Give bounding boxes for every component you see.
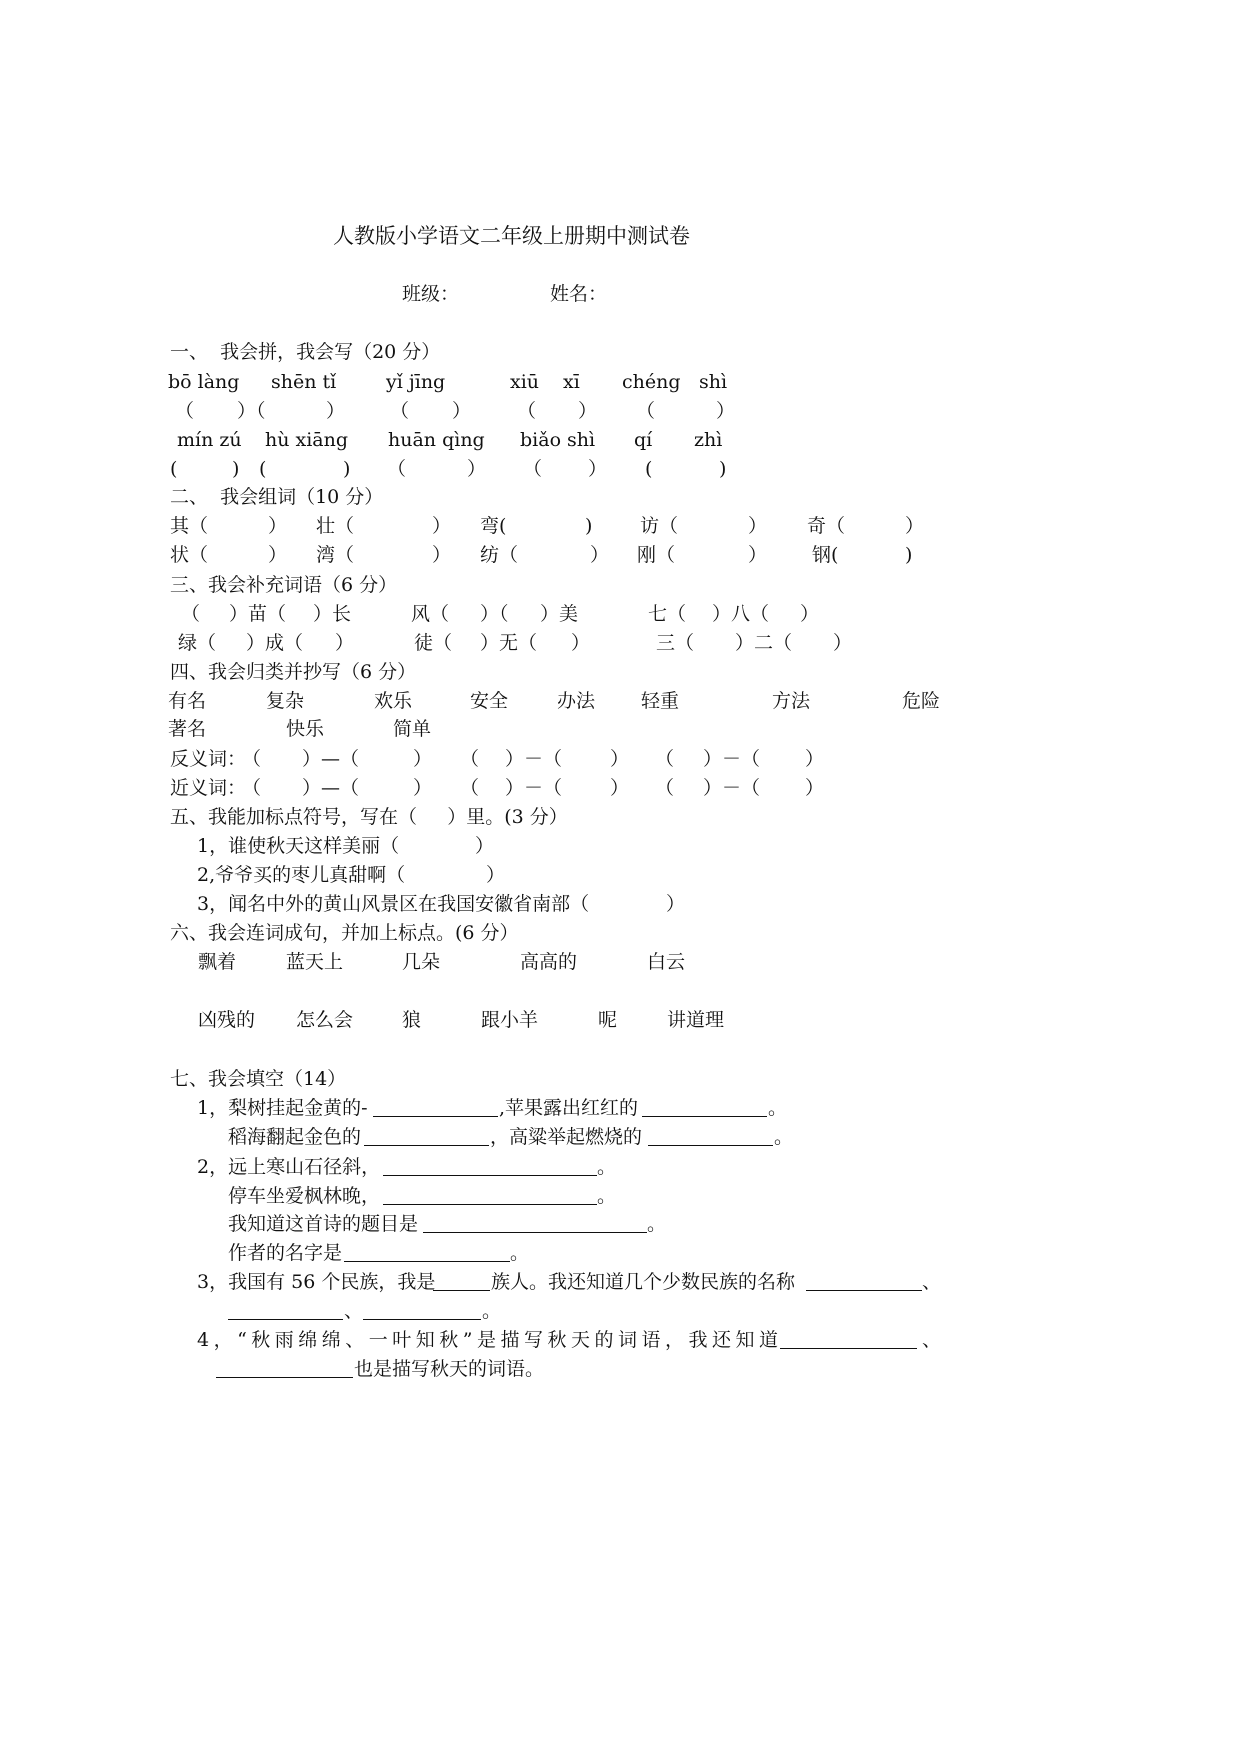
synonym-label: 近义词： <box>170 777 247 799</box>
idiom-part: ）二（ <box>735 632 793 654</box>
idiom-part: 七（ <box>648 603 687 625</box>
answer-paren: ) <box>232 458 240 480</box>
word-tile: 蓝天上 <box>286 951 344 973</box>
fill-blank[interactable] <box>373 1116 498 1117</box>
answer-paren: ） <box>716 400 736 422</box>
punctuation-question: 1，谁使秋天这样美丽（ <box>197 835 400 857</box>
pair-part: ） <box>413 748 433 770</box>
idiom-part: ） <box>335 632 355 654</box>
pair-part: ） <box>610 748 630 770</box>
fill-text: 我知道这首诗的题目是 <box>228 1213 419 1235</box>
pair-part: ） <box>805 777 825 799</box>
answer-paren: ) <box>343 458 351 480</box>
word-bank-item: 有名 <box>168 690 207 712</box>
pair-part: （ <box>655 777 675 799</box>
antonym-label: 反义词： <box>170 748 247 770</box>
fill-text: 也是描写秋天的词语。 <box>354 1358 545 1380</box>
word-bank-item: 方法 <box>772 690 811 712</box>
fill-blank[interactable] <box>383 1175 597 1176</box>
punctuation-paren: ） <box>666 893 686 915</box>
word-prompt: 刚（ <box>637 544 676 566</box>
answer-paren: （ <box>636 400 656 422</box>
word-tile: 跟小羊 <box>481 1009 539 1031</box>
word-prompt: ） <box>590 544 610 566</box>
fill-blank[interactable] <box>228 1319 343 1320</box>
word-bank-item: 快乐 <box>286 718 325 740</box>
idiom-part: ）苗（ <box>229 603 287 625</box>
pinyin-item: xī <box>563 371 580 393</box>
pair-part: ）－（ <box>505 777 563 799</box>
idiom-part: ） <box>800 603 820 625</box>
idiom-part: ）长 <box>313 603 352 625</box>
fill-text: 、 <box>922 1271 942 1293</box>
answer-paren: （ <box>523 458 543 480</box>
word-prompt: 壮（ <box>316 515 355 537</box>
pair-part: （ <box>655 748 675 770</box>
word-tile: 飘着 <box>198 951 237 973</box>
idiom-part: ）（ <box>480 603 509 625</box>
fill-text: 。 <box>647 1213 667 1235</box>
pinyin-item: shēn tǐ <box>271 371 337 393</box>
fill-blank[interactable] <box>806 1290 922 1291</box>
word-tile: 高高的 <box>520 951 578 973</box>
answer-paren: ）（ <box>237 400 266 422</box>
word-prompt: ） <box>268 544 288 566</box>
idiom-part: 风（ <box>411 603 450 625</box>
fill-blank[interactable] <box>383 1204 597 1205</box>
idiom-part: ）无（ <box>480 632 538 654</box>
fill-text: 作者的名字是 <box>228 1242 343 1264</box>
pair-part: （ <box>460 748 480 770</box>
fill-text: 。 <box>774 1126 794 1148</box>
section-5-heading: 五、我能加标点符号，写在（ ）里。(3 分） <box>170 806 568 828</box>
answer-paren: ( <box>170 458 178 480</box>
fill-blank[interactable] <box>423 1232 647 1233</box>
pair-part: ）－（ <box>703 777 761 799</box>
word-prompt: 状（ <box>170 544 209 566</box>
fill-text: 4，“秋雨绵绵、一叶知秋”是描写秋天的词语，我还知道 <box>197 1329 783 1351</box>
section-1-heading: 一、 我会拼，我会写（20 分） <box>170 341 441 363</box>
fill-text: ，高粱举起燃烧的 <box>490 1126 643 1148</box>
pair-part: ） <box>610 777 630 799</box>
pinyin-item: shì <box>699 371 728 393</box>
fill-blank[interactable] <box>216 1377 353 1378</box>
word-bank-item: 复杂 <box>266 690 305 712</box>
fill-text: 2，远上寒山石径斜， <box>197 1156 381 1178</box>
fill-blank[interactable] <box>433 1290 490 1291</box>
word-tile: 白云 <box>647 951 686 973</box>
section-6-heading: 六、我会连词成句，并加上标点。(6 分） <box>170 922 519 944</box>
answer-paren: （ <box>390 400 410 422</box>
answer-paren: ) <box>719 458 727 480</box>
word-bank-item: 办法 <box>557 690 596 712</box>
class-label: 班级： <box>402 283 460 305</box>
word-prompt: 奇（ <box>807 515 846 537</box>
pinyin-item: bō làng <box>168 371 240 393</box>
pair-part: ） <box>413 777 433 799</box>
fill-text: 3，我国有 56 个民族，我是 <box>197 1271 436 1293</box>
answer-paren: ） <box>578 400 598 422</box>
word-prompt: 钢( <box>812 544 839 566</box>
word-tile: 狼 <box>402 1009 422 1031</box>
answer-paren: ( <box>645 458 653 480</box>
pinyin-item: xiū <box>510 371 540 393</box>
section-4-heading: 四、我会归类并抄写（6 分） <box>170 661 417 683</box>
word-prompt: ） <box>748 544 768 566</box>
fill-text: 。 <box>482 1300 502 1322</box>
fill-text: 停车坐爱枫林晚， <box>228 1185 381 1207</box>
punctuation-paren: ） <box>475 835 495 857</box>
word-tile: 呢 <box>598 1009 618 1031</box>
answer-paren: （ <box>387 458 407 480</box>
pair-part: （ <box>242 777 262 799</box>
word-bank-item: 安全 <box>470 690 509 712</box>
word-prompt: 湾（ <box>316 544 355 566</box>
idiom-part: （ <box>181 603 201 625</box>
fill-text: 1，梨树挂起金黄的- <box>197 1097 368 1119</box>
word-prompt: ） <box>432 544 452 566</box>
answer-paren: ） <box>326 400 346 422</box>
fill-blank[interactable] <box>363 1319 481 1320</box>
word-prompt: ） <box>748 515 768 537</box>
fill-text: 。 <box>597 1156 617 1178</box>
pinyin-item: hù xiāng <box>265 429 349 451</box>
fill-text: 。 <box>768 1097 788 1119</box>
punctuation-question: 3，闻名中外的黄山风景区在我国安徽省南部（ <box>197 893 590 915</box>
word-prompt: ） <box>905 515 925 537</box>
page-title: 人教版小学语文二年级上册期中测试卷 <box>333 224 690 248</box>
word-bank-item: 危险 <box>902 690 941 712</box>
fill-text: 。 <box>597 1185 617 1207</box>
answer-paren: ） <box>467 458 487 480</box>
fill-blank[interactable] <box>648 1145 773 1146</box>
pair-part: ）－（ <box>505 748 563 770</box>
fill-blank[interactable] <box>344 1261 510 1262</box>
pair-part: ）－（ <box>703 748 761 770</box>
pair-part: （ <box>460 777 480 799</box>
word-bank-item: 轻重 <box>641 690 680 712</box>
answer-paren: ） <box>452 400 472 422</box>
idiom-part: ）成（ <box>246 632 304 654</box>
pinyin-item: qí <box>634 429 653 451</box>
word-tile: 凶残的 <box>198 1009 256 1031</box>
word-tile: 怎么会 <box>296 1009 354 1031</box>
idiom-part: ）八（ <box>712 603 770 625</box>
idiom-part: 绿（ <box>178 632 217 654</box>
fill-blank[interactable] <box>642 1116 767 1117</box>
fill-text: 、 <box>922 1329 942 1351</box>
idiom-part: ） <box>833 632 853 654</box>
word-prompt: 其（ <box>170 515 209 537</box>
fill-text: 。 <box>510 1242 530 1264</box>
word-prompt: 弯( <box>480 515 507 537</box>
pinyin-item: huān qìng <box>388 429 485 451</box>
name-label: 姓名： <box>550 283 608 305</box>
word-prompt: ) <box>905 544 913 566</box>
section-3-heading: 三、我会补充词语（6 分） <box>170 574 398 596</box>
word-prompt: 访（ <box>640 515 679 537</box>
pinyin-item: mín zú <box>177 429 242 451</box>
pinyin-item: chéng <box>622 371 681 393</box>
fill-text: ,苹果露出红红的 <box>499 1097 639 1119</box>
pinyin-item: yǐ jīng <box>386 371 446 393</box>
word-bank-item: 简单 <box>393 718 432 740</box>
word-tile: 讲道理 <box>667 1009 725 1031</box>
pair-part: （ <box>242 748 262 770</box>
fill-text: 、 <box>344 1300 364 1322</box>
fill-text: 族人。我还知道几个少数民族的名称 <box>491 1271 796 1293</box>
idiom-part: ） <box>571 632 591 654</box>
word-tile: 几朵 <box>402 951 441 973</box>
word-prompt: ) <box>585 515 593 537</box>
fill-blank[interactable] <box>780 1348 917 1349</box>
pinyin-item: zhì <box>694 429 723 451</box>
idiom-part: 徒（ <box>414 632 453 654</box>
section-2-heading: 二、 我会组词（10 分） <box>170 486 384 508</box>
punctuation-question: 2,爷爷买的枣儿真甜啊（ <box>197 864 406 886</box>
idiom-part: 三（ <box>656 632 695 654</box>
word-prompt: ） <box>268 515 288 537</box>
fill-blank[interactable] <box>364 1145 489 1146</box>
fill-text: 稻海翻起金色的 <box>228 1126 362 1148</box>
pinyin-item: biǎo shì <box>520 429 596 451</box>
punctuation-paren: ） <box>486 864 506 886</box>
answer-paren: （ <box>175 400 195 422</box>
answer-paren: （ <box>517 400 537 422</box>
word-prompt: ） <box>432 515 452 537</box>
section-7-heading: 七、我会填空（14） <box>170 1068 347 1090</box>
pair-part: ）—（ <box>302 777 360 799</box>
word-bank-item: 著名 <box>168 718 207 740</box>
pair-part: ） <box>805 748 825 770</box>
answer-paren: ） <box>588 458 608 480</box>
answer-paren: ( <box>259 458 267 480</box>
pair-part: ）—（ <box>302 748 360 770</box>
word-prompt: 纺（ <box>480 544 519 566</box>
word-bank-item: 欢乐 <box>374 690 413 712</box>
idiom-part: ）美 <box>540 603 579 625</box>
